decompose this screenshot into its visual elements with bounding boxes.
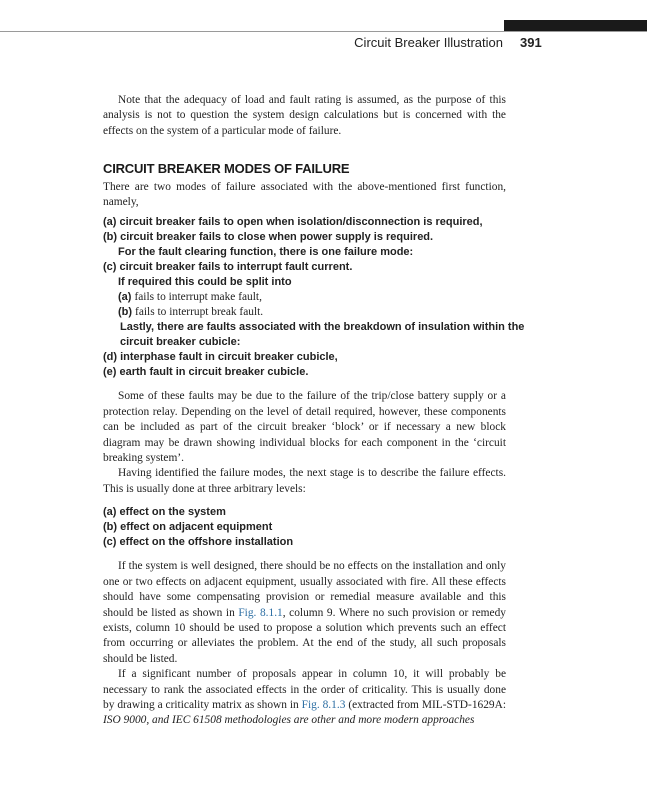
ranking-paragraph [103,667,506,729]
fig-8-1-1-link[interactable]: Fig. 8.1.1 [238,606,283,619]
design-paragraph [103,559,506,667]
mode-a: (a) circuit breaker fails to open when isolation/disconnection is required, [103,216,483,229]
mode-b: (b) circuit breaker fails to close when power supply is required. [103,231,434,244]
sub-mode-a [118,290,506,305]
level-c: (c) effect on the offshore installation [103,536,294,549]
sub-mode-a-label: (a) [118,291,132,304]
page-number: 391 [520,35,542,50]
intro-paragraph: Note that the adequacy of load and fault rating is assumed, as the purpose of this analysis is not to question the system design calculations but is concerned with the effects on the system of a particular mode of failure. [103,94,506,137]
design-text-2: , column 9. Where no such provision or remedy exists, column 10 should be used to propose a solution which prevents such an effect from occurring or alleviates the problem. At the end of the study, all such proposals should be listed. [103,606,506,665]
level-a: (a) effect on the system [103,506,226,519]
effects-paragraph: Having identified the failure modes, the next stage is to describe the failure effects. This is usually done at three arbitrary levels: [103,467,506,495]
running-header-title: Circuit Breaker Illustration [354,35,503,50]
mode-d: (d) interphase fault in circuit breaker cubicle, [103,351,338,364]
split-note: If required this could be split into [118,276,292,289]
sub-mode-a-text: fails to interrupt make fault, [134,291,262,304]
section-intro: There are two modes of failure associated with the above-mentioned first function, namely, [103,180,506,209]
insulation-note-line1: Lastly, there are faults associated with the breakdown of insulation within the [120,321,525,334]
sub-mode-b [118,305,506,320]
fault-clearing-note: For the fault clearing function, there is one failure mode: [118,246,414,259]
ranking-italic-tail: ISO 9000, and IEC 61508 methodologies are other and more modern approaches [103,714,475,727]
sub-mode-b-text: fails to interrupt break fault. [135,306,264,319]
insulation-note-line2: circuit breaker cubicle: [120,336,241,349]
sub-mode-b-label: (b) [118,306,133,319]
level-b: (b) effect on adjacent equipment [103,521,273,534]
faults-paragraph: Some of these faults may be due to the failure of the trip/close battery supply or a protection relay. Depending on the level of detail required, however, these components can be included as part of the circuit breaker ‘block’ or if necessary a new block diagram may be drawn showing individual blocks for each component in the ‘circuit breaking system’. [103,390,506,465]
fig-8-1-3-link[interactable]: Fig. 8.1.3 [301,698,346,711]
header-rule [0,31,647,32]
mode-e: (e) earth fault in circuit breaker cubicle. [103,366,309,379]
design-text-1: If the system is well designed, there should be no effects on the installation and only one or two effects on adjacent equipment, usually associated with fire. All these effects should have some compensating provision or remedial measure available and this should be listed as shown in [103,560,506,619]
page-body [103,93,525,729]
section-heading: CIRCUIT BREAKER MODES OF FAILURE [103,161,350,177]
mode-c: (c) circuit breaker fails to interrupt fault current. [103,261,353,274]
ranking-text-1: If a significant number of proposals appear in column 10, it will probably be necessary to rank the associated effects in the order of criticality. This is usually done by drawing a criticality matrix as shown in [103,668,506,711]
ranking-text-2: (extracted from MIL-STD-1629A: [345,698,506,711]
